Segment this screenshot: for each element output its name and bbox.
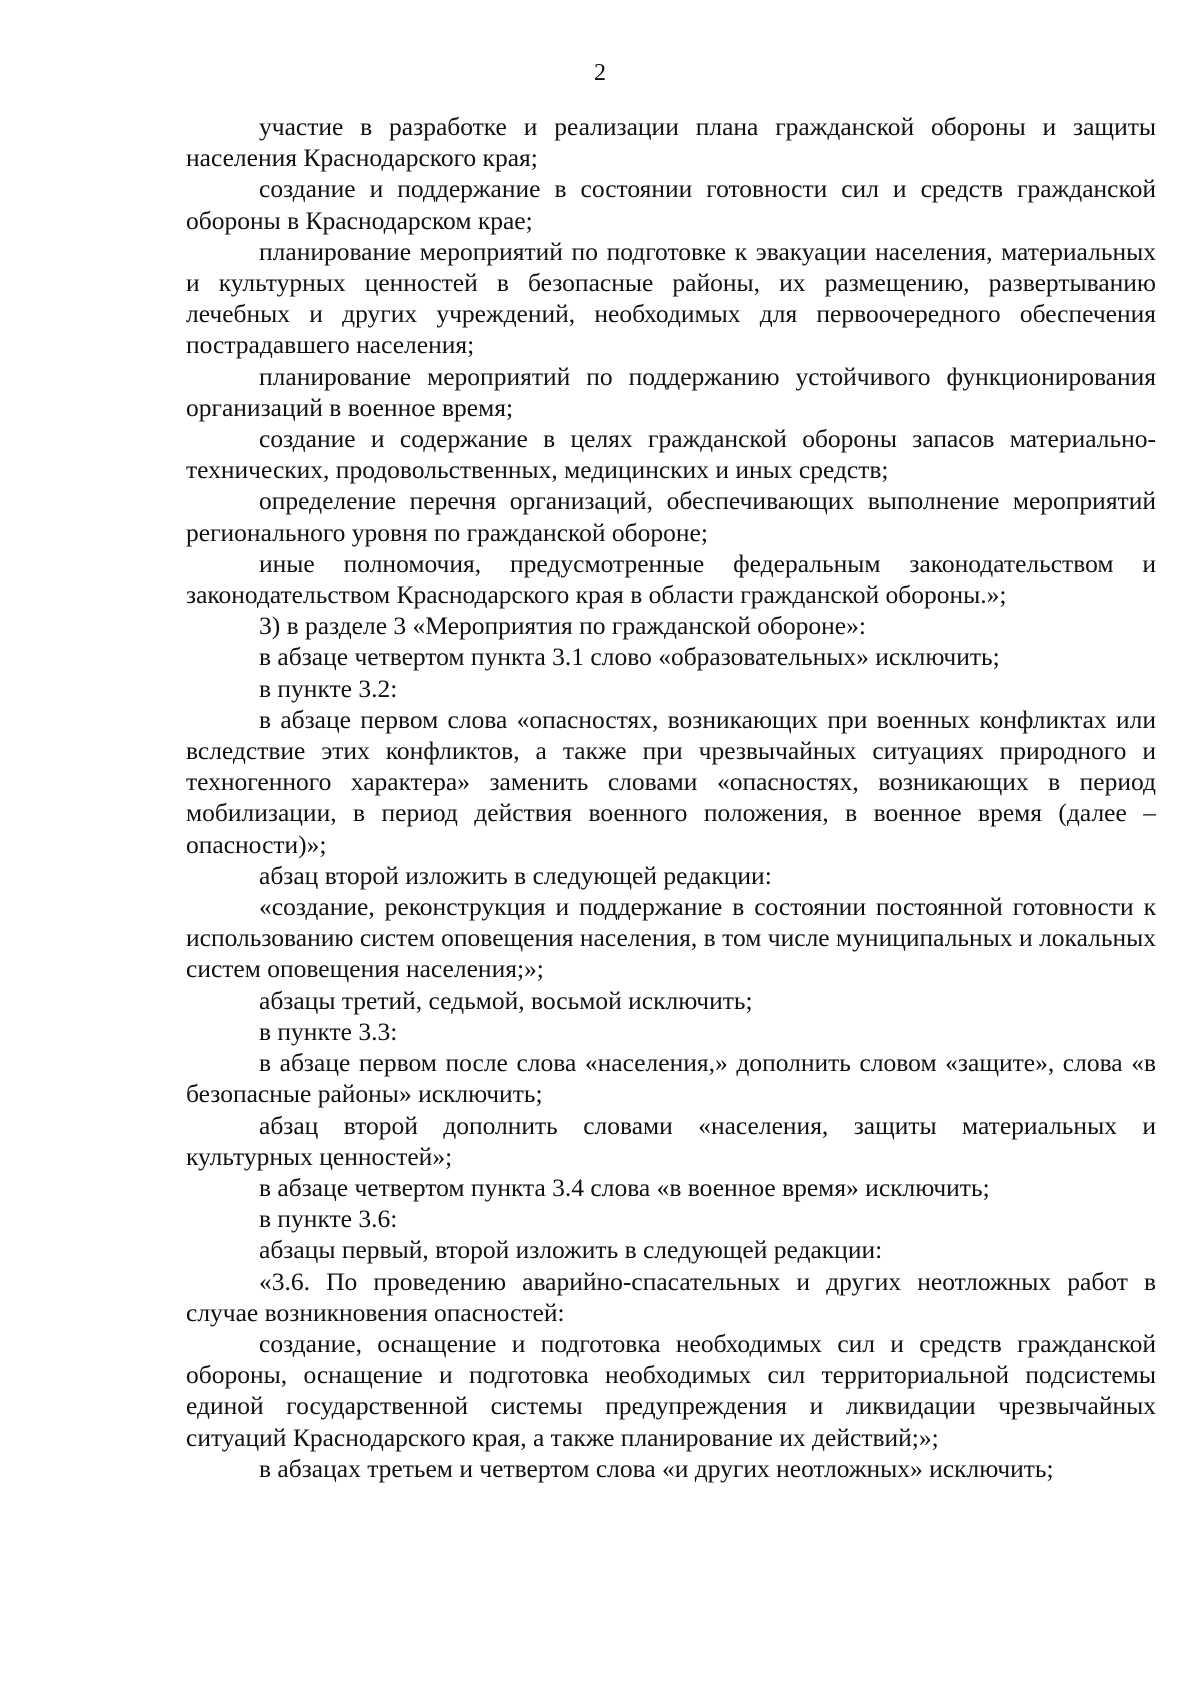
document-body xyxy=(186,111,1156,1484)
paragraph: в пункте 3.6: xyxy=(259,1204,398,1234)
paragraph: «создание, реконструкция и поддержание в состоянии постоянной готовности к использованию систем оповещения населения, в том числе муниципальных и локальных систем оповещения населения;»; xyxy=(186,892,1156,984)
paragraph: создание и поддержание в состоянии готовности сил и средств гражданской обороны в Краснодарском крае; xyxy=(186,174,1156,235)
paragraph: в абзаце четвертом пункта 3.4 слова «в военное время» исключить; xyxy=(259,1172,990,1202)
paragraph: создание, оснащение и подготовка необходимых сил и средств гражданской обороны, оснащение и подготовка необходимых сил территориальной подсистемы единой государственной системы предупреждения и ликвидации чрезвычайных ситуаций Краснодарского края, а также планирование их действий;»; xyxy=(186,1328,1156,1452)
paragraph: 3) в разделе 3 «Мероприятия по гражданской обороне»: xyxy=(259,611,866,641)
paragraph: в абзаце четвертом пункта 3.1 слово «образовательных» исключить; xyxy=(259,642,1000,672)
page-number: 2 xyxy=(594,60,606,86)
paragraph: определение перечня организаций, обеспечивающих выполнение мероприятий регионального уровня по гражданской обороне; xyxy=(186,486,1156,547)
paragraph: в абзацах третьем и четвертом слова «и других неотложных» исключить; xyxy=(259,1453,1054,1483)
paragraph: абзац второй дополнить словами «населения, защиты материальных и культурных ценностей»; xyxy=(186,1110,1156,1171)
paragraph: участие в разработке и реализации плана гражданской обороны и защиты населения Краснодарского края; xyxy=(186,112,1156,173)
paragraph: в абзаце первом слова «опасностях, возникающих при военных конфликтах или вследствие этих конфликтов, а также при чрезвычайных ситуациях природного и техногенного характера» заменить словами «опасностях, возникающих в период мобилизации, в период действия военного положения, в военное время (далее – опасности)»; xyxy=(186,704,1156,859)
paragraph: «3.6. По проведению аварийно-спасательных и других неотложных работ в случае возникновения опасностей: xyxy=(186,1266,1156,1327)
paragraph: абзацы первый, второй изложить в следующей редакции: xyxy=(259,1235,883,1265)
paragraph: в пункте 3.2: xyxy=(259,673,398,703)
paragraph: абзацы третий, седьмой, восьмой исключить; xyxy=(259,985,753,1015)
paragraph: создание и содержание в целях гражданской обороны запасов материально-технических, продовольственных, медицинских и иных средств; xyxy=(186,424,1156,485)
paragraph: планирование мероприятий по подготовке к эвакуации населения, материальных и культурных ценностей в безопасные районы, их размещению, развертыванию лечебных и других учреждений, необходимых для первоочередного обеспечения пострадавшего населения; xyxy=(186,236,1156,360)
paragraph: иные полномочия, предусмотренные федеральным законодательством и законодательством Краснодарского края в области гражданской обороны.»; xyxy=(186,548,1156,610)
paragraph: планирование мероприятий по поддержанию устойчивого функционирования организаций в военное время; xyxy=(186,361,1156,422)
paragraph: в пункте 3.3: xyxy=(259,1016,398,1046)
paragraph: в абзаце первом после слова «населения,» дополнить словом «защите», слова «в безопасные районы» исключить; xyxy=(186,1048,1156,1109)
paragraph: абзац второй изложить в следующей редакции: xyxy=(259,860,772,890)
